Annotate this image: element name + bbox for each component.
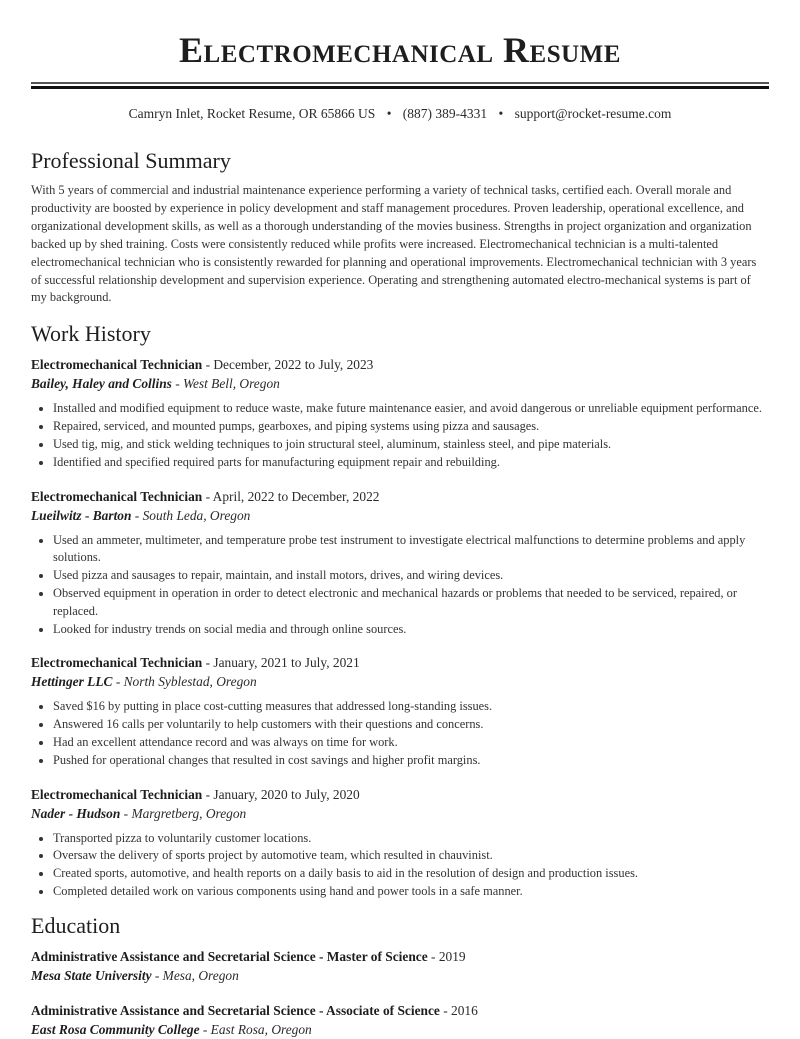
bullet-separator-icon: • xyxy=(498,106,504,121)
list-item: • Oversaw the delivery of sports project by automotive team, which resulted in chauvinist. xyxy=(53,847,769,865)
job-bullets xyxy=(31,532,769,639)
job-dates: - January, 2021 to July, 2021 xyxy=(202,655,360,671)
job-location: - South Leda, Oregon xyxy=(131,507,251,523)
education-school-line xyxy=(31,966,769,985)
job-title: Electromechanical Technician xyxy=(31,786,203,802)
rule-thick-line xyxy=(31,86,769,89)
job-entry xyxy=(31,785,769,901)
list-item: • Pushed for operational changes that resulted in cost savings and higher profit margins. xyxy=(53,752,769,770)
job-company-line xyxy=(31,506,769,525)
job-title: Electromechanical Technician xyxy=(31,655,203,671)
job-entry xyxy=(31,653,769,769)
education-degree: Administrative Assistance and Secretarial Science - Master of Science xyxy=(31,948,428,964)
work-history-section xyxy=(31,321,769,900)
contact-line xyxy=(31,106,769,126)
list-item: • Used pizza and sausages to repair, maintain, and install motors, drives, and wiring devices. xyxy=(53,567,769,585)
job-title-line xyxy=(31,785,769,804)
contact-address: Camryn Inlet, Rocket Resume, OR 65866 US xyxy=(128,106,376,121)
summary-section xyxy=(31,148,769,307)
contact-phone: (887) 389-4331 xyxy=(402,106,488,121)
education-section xyxy=(31,913,769,1039)
job-dates: - December, 2022 to July, 2023 xyxy=(202,357,374,373)
list-item: • Looked for industry trends on social media and through online sources. xyxy=(53,621,769,639)
job-title-line xyxy=(31,653,769,672)
education-location: - Mesa, Oregon xyxy=(151,967,239,983)
education-degree-line xyxy=(31,947,769,966)
education-school: East Rosa Community College xyxy=(31,1021,200,1037)
education-degree: Administrative Assistance and Secretarial Science - Associate of Science xyxy=(31,1002,440,1018)
resume-title: Electromechanical Resume xyxy=(179,30,621,70)
education-heading: Education xyxy=(31,912,121,938)
list-item: • Installed and modified equipment to reduce waste, make future maintenance easier, and avoid dangerous or unreliable equipment performance. xyxy=(53,400,769,418)
job-company: Lueilwitz - Barton xyxy=(31,507,132,523)
list-item: • Saved $16 by putting in place cost-cutting measures that addressed long-standing issues. xyxy=(53,698,769,716)
list-item: • Created sports, automotive, and health reports on a daily basis to aid in the resolution of design and production issues. xyxy=(53,865,769,883)
education-year: - 2019 xyxy=(427,948,466,964)
job-company-line xyxy=(31,672,769,691)
list-item: • Had an excellent attendance record and was always on time for work. xyxy=(53,734,769,752)
education-school-line xyxy=(31,1020,769,1039)
job-dates: - April, 2022 to December, 2022 xyxy=(202,488,380,504)
education-location: - East Rosa, Oregon xyxy=(199,1021,312,1037)
job-company: Hettinger LLC xyxy=(31,674,113,690)
education-degree-line xyxy=(31,1001,769,1020)
list-item: • Transported pizza to voluntarily customer locations. xyxy=(53,830,769,848)
list-item: • Repaired, serviced, and mounted pumps, gearboxes, and piping systems using pizza and sausages. xyxy=(53,418,769,436)
job-bullets xyxy=(31,698,769,769)
job-bullets xyxy=(31,830,769,901)
job-title-line xyxy=(31,355,769,374)
education-entry xyxy=(31,1001,769,1039)
job-company: Bailey, Haley and Collins xyxy=(31,376,172,392)
job-company: Nader - Hudson xyxy=(31,805,121,821)
list-item: • Observed equipment in operation in order to detect electronic and mechanical hazards or problems that needed to be serviced, repaired, or replaced. xyxy=(53,585,769,621)
list-item: • Used an ammeter, multimeter, and temperature probe test instrument to investigate electrical malfunctions to determine problems and apply solutions. xyxy=(53,532,769,568)
job-location: - North Syblestad, Oregon xyxy=(112,674,257,690)
list-item: • Answered 16 calls per voluntarily to help customers with their questions and concerns. xyxy=(53,716,769,734)
job-location: - West Bell, Oregon xyxy=(171,376,280,392)
work-history-heading: Work History xyxy=(31,321,151,347)
education-entry xyxy=(31,947,769,985)
job-title: Electromechanical Technician xyxy=(31,357,203,373)
list-item: • Completed detailed work on various components using hand and power tools in a safe manner. xyxy=(53,883,769,901)
job-entry xyxy=(31,487,769,639)
education-year: - 2016 xyxy=(439,1002,478,1018)
bullet-separator-icon: • xyxy=(386,106,392,121)
job-company-line xyxy=(31,804,769,823)
job-title: Electromechanical Technician xyxy=(31,488,203,504)
job-entry xyxy=(31,355,769,471)
list-item: • Used tig, mig, and stick welding techniques to join structural steel, aluminum, stainless steel, and pipe materials. xyxy=(53,436,769,454)
header-double-rule xyxy=(31,82,769,89)
list-item: • Identified and specified required parts for manufacturing equipment repair and rebuilding. xyxy=(53,454,769,472)
summary-text: With 5 years of commercial and industrial maintenance experience performing a variety of technical tasks, certified each. Overall morale and productivity are boosted by experience in policy development and staff management procedures. Proven leadership, operational excellence, and organizational development skills, as well as a thorough understanding of the movies business. Strengths in project organization and organization backed up by shed training. Costs were consistently reduced while profits were increased. Electromechanical technician is a multi-talented electromechanical technician who is consistently rewarded for planning and operational improvements. Electromechanical technician with 3 years of successful relationship development and supervision experience. Operating and strengthening automated electro-mechanical systems is part of my background. xyxy=(31,183,757,305)
job-title-line xyxy=(31,487,769,506)
education-school: Mesa State University xyxy=(31,967,152,983)
contact-email: support@rocket-resume.com xyxy=(514,106,672,121)
summary-heading: Professional Summary xyxy=(31,148,231,173)
job-dates: - January, 2020 to July, 2020 xyxy=(202,786,360,802)
job-bullets xyxy=(31,400,769,471)
job-company-line xyxy=(31,374,769,393)
job-location: - Margretberg, Oregon xyxy=(120,805,247,821)
